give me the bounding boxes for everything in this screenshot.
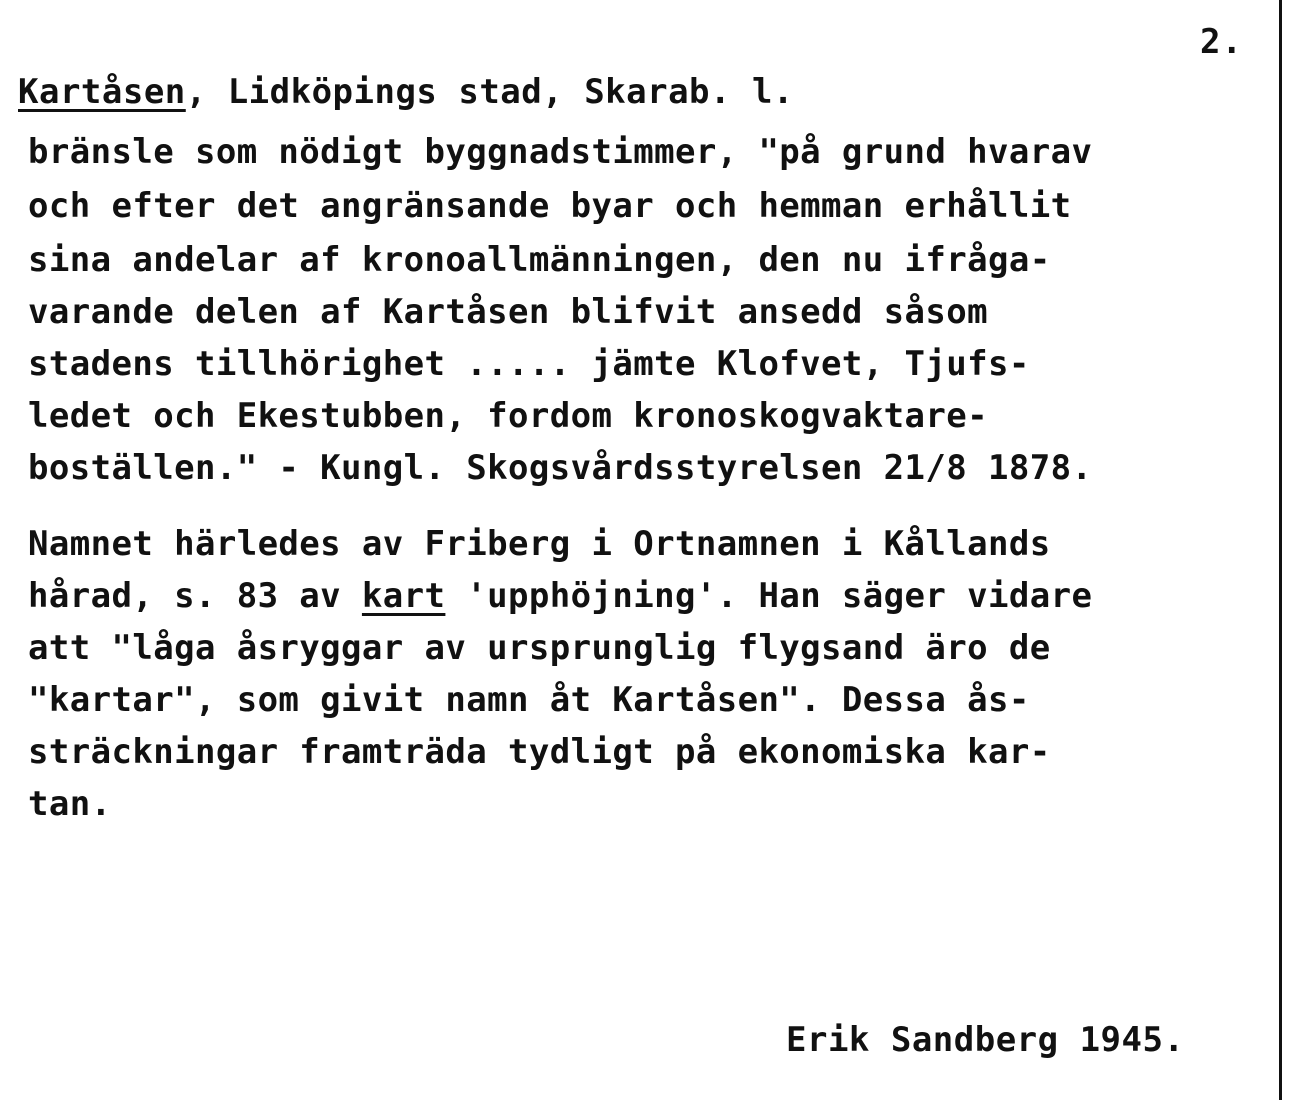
quote-line-7: boställen." - Kungl. Skogsvårdsstyrelsen 21/8 1878. bbox=[28, 448, 1093, 488]
etymology-line-6: tan. bbox=[28, 784, 112, 824]
quote-line-5: stadens tillhörighet ..... jämte Klofvet, Tjufs- bbox=[28, 344, 1030, 384]
heading-place-name: Kartåsen bbox=[18, 72, 186, 112]
etymology-line-5: sträckningar framträda tydligt på ekonomiska kar- bbox=[28, 732, 1051, 772]
etymology-line-3: att "låga åsryggar av ursprunglig flygsand äro de bbox=[28, 628, 1051, 668]
underlined-word-kart: kart bbox=[361, 576, 446, 616]
page-number: 2. bbox=[1200, 22, 1243, 62]
quote-line-1: bränsle som nödigt byggnadstimmer, "på grund hvarav bbox=[28, 132, 1093, 172]
card-edge-line bbox=[1279, 0, 1282, 1100]
quote-line-2: och efter det angränsande byar och hemman erhållit bbox=[28, 186, 1072, 226]
signature: Erik Sandberg 1945. bbox=[786, 1020, 1185, 1060]
etymology-line-1: Namnet härledes av Friberg i Ortnamnen i Kållands bbox=[28, 524, 1051, 564]
card-heading bbox=[18, 72, 794, 112]
etymology-line-4: "kartar", som givit namn åt Kartåsen". Dessa ås- bbox=[28, 680, 1030, 720]
etymology-line-2-start: hårad, s. 83 av bbox=[28, 576, 362, 616]
quote-line-4: varande delen af Kartåsen blifvit ansedd såsom bbox=[28, 292, 989, 332]
etymology-line-2-end: 'upphöjning'. Han säger vidare bbox=[445, 576, 1093, 616]
etymology-line-2 bbox=[28, 576, 1092, 616]
heading-location: , Lidköpings stad, Skarab. l. bbox=[185, 72, 794, 112]
quote-line-3: sina andelar af kronoallmänningen, den nu ifråga- bbox=[28, 240, 1051, 280]
quote-line-6: ledet och Ekestubben, fordom kronoskogvaktare- bbox=[28, 396, 989, 436]
